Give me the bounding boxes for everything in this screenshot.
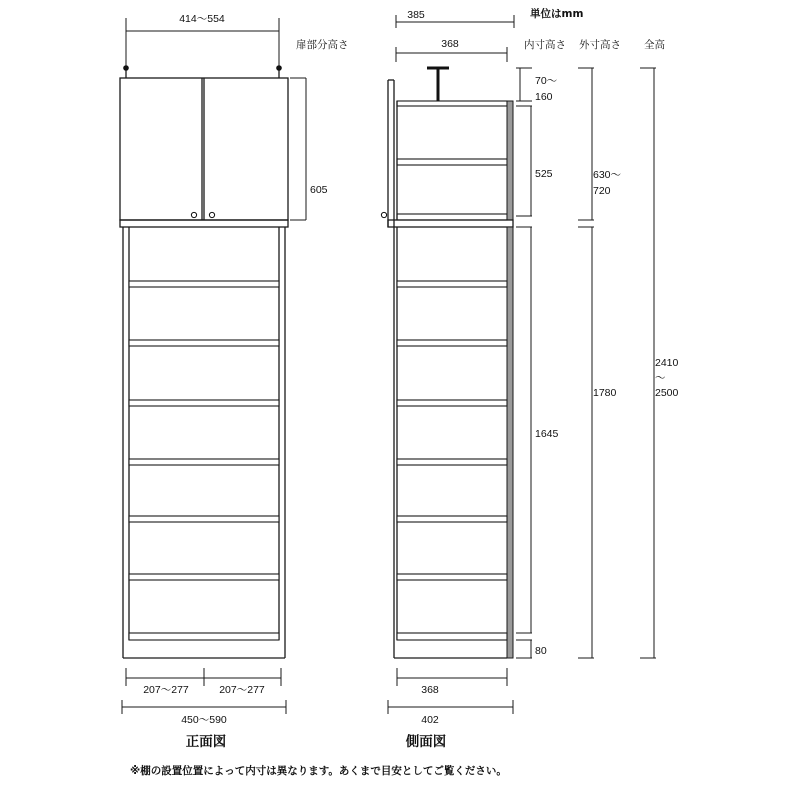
column-headers xyxy=(296,7,665,51)
header-total-height: 全高 xyxy=(644,39,665,51)
upper-outer-height-label: 630〜 xyxy=(593,169,622,181)
gap-height-label: 70〜 xyxy=(535,75,558,87)
side-inner-depth-bottom-label: 368 xyxy=(421,684,439,696)
front-total-width-label: 450〜590 xyxy=(181,714,227,726)
front-joint-panel xyxy=(120,220,288,227)
front-total-width-dimension xyxy=(122,700,286,726)
header-outer-height: 外寸高さ xyxy=(579,39,621,51)
total-height-dimension xyxy=(640,68,679,658)
lower-outer-height-label: 1780 xyxy=(593,387,617,399)
lower-inner-height-label: 1645 xyxy=(535,428,559,440)
side-lower-cabinet xyxy=(394,227,513,658)
upper-outer-height-label-line2: 720 xyxy=(593,185,611,197)
front-top-width-label: 414〜554 xyxy=(179,13,225,25)
door-height-dimension xyxy=(290,78,328,220)
total-height-label-line2: 〜 xyxy=(655,372,666,384)
side-outer-depth-top-dimension xyxy=(396,9,514,28)
gap-height-label-line2: 160 xyxy=(535,91,553,103)
front-half-width-right-label: 207〜277 xyxy=(219,684,265,696)
side-upper-cabinet xyxy=(381,80,513,227)
front-view xyxy=(120,13,328,750)
total-height-label-line3: 2500 xyxy=(655,387,679,399)
upper-inner-height-label: 525 xyxy=(535,168,553,180)
side-view-title: 側面図 xyxy=(405,734,447,750)
base-height-label: 80 xyxy=(535,645,547,657)
side-outer-depth-bottom-label: 402 xyxy=(421,714,439,726)
front-top-width-dimension xyxy=(126,13,279,68)
outer-height-dimensions xyxy=(578,68,621,658)
unit-label: 単位はmm xyxy=(530,8,584,20)
side-outer-depth-bottom-dimension xyxy=(388,700,513,726)
header-door-height: 扉部分高さ xyxy=(296,39,349,51)
side-door-knob xyxy=(381,212,386,217)
tension-post xyxy=(427,68,449,101)
side-joint-panel xyxy=(388,220,513,227)
side-inner-depth-top-label: 368 xyxy=(441,38,459,50)
front-view-title: 正面図 xyxy=(185,734,227,750)
front-half-width-dimension xyxy=(126,668,281,696)
inner-height-dimensions xyxy=(516,68,559,658)
door-height-label: 605 xyxy=(310,184,328,196)
front-upper-cabinet xyxy=(120,78,288,220)
footnote: ※棚の設置位置によって内寸は異なります。あくまで目安としてご覧ください。 xyxy=(130,765,507,777)
front-lower-cabinet xyxy=(123,227,285,658)
door-knob-left xyxy=(191,212,196,217)
door-knob-right xyxy=(209,212,214,217)
side-inner-depth-bottom-dimension xyxy=(397,668,507,696)
side-inner-depth-top-dimension xyxy=(396,38,507,62)
side-outer-depth-top-label: 385 xyxy=(407,9,425,21)
front-half-width-left-label: 207〜277 xyxy=(143,684,189,696)
total-height-label: 2410 xyxy=(655,357,679,369)
side-view xyxy=(381,9,514,750)
header-inner-height: 内寸高さ xyxy=(524,39,566,51)
tension-post-knobs xyxy=(123,65,282,78)
